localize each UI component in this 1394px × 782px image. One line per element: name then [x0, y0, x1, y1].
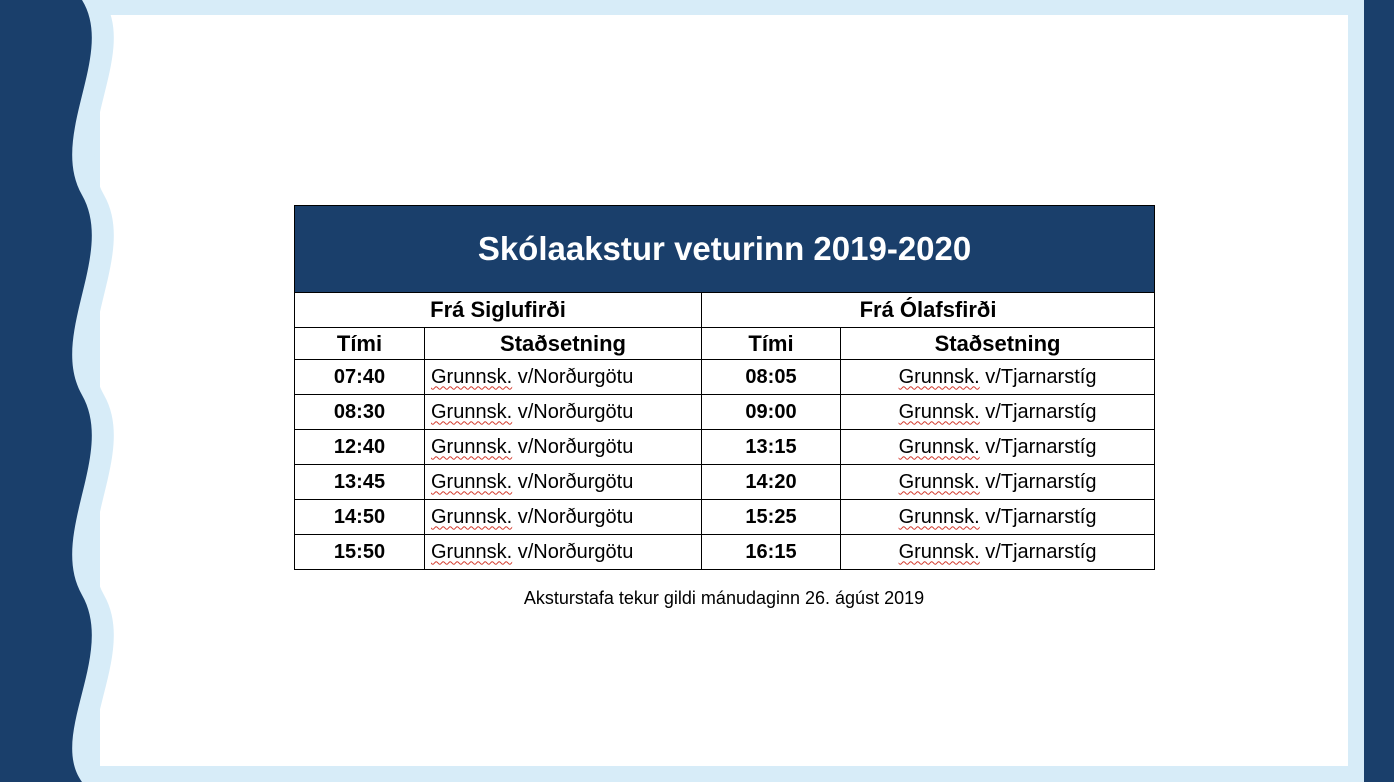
location-left — [425, 465, 702, 500]
departure-time-left: 13:45 — [295, 465, 425, 500]
location-left-street: v/Norðurgötu — [512, 365, 634, 388]
right-border-bar — [1364, 0, 1394, 782]
direction-row — [295, 293, 1155, 328]
location-left — [425, 535, 702, 570]
location-right-abbrev: Grunnsk. — [898, 365, 980, 388]
departure-time-left: 14:50 — [295, 500, 425, 535]
location-left-abbrev: Grunnsk. — [431, 400, 513, 423]
location-left-abbrev: Grunnsk. — [431, 540, 513, 563]
location-right — [841, 465, 1155, 500]
location-right-abbrev: Grunnsk. — [898, 470, 980, 493]
departure-time-left: 12:40 — [295, 430, 425, 465]
header-location-left: Staðsetning — [425, 328, 702, 360]
table-row — [295, 500, 1155, 535]
location-left — [425, 395, 702, 430]
location-left-abbrev: Grunnsk. — [431, 435, 513, 458]
location-right-street: v/Tjarnarstíg — [979, 435, 1097, 458]
departure-time-left: 07:40 — [295, 360, 425, 395]
location-left-street: v/Norðurgötu — [512, 505, 634, 528]
departure-time-right: 16:15 — [702, 535, 841, 570]
location-right — [841, 535, 1155, 570]
location-right-abbrev: Grunnsk. — [898, 435, 980, 458]
table-row — [295, 465, 1155, 500]
effective-date-note: Aksturstafa tekur gildi mánudaginn 26. ágúst 2019 — [523, 588, 925, 608]
location-right-street: v/Tjarnarstíg — [979, 505, 1097, 528]
departure-time-right: 13:15 — [702, 430, 841, 465]
header-location-right: Staðsetning — [841, 328, 1155, 360]
direction-from-olafsfjordur: Frá Ólafsfirði — [702, 293, 1155, 328]
location-left-abbrev: Grunnsk. — [431, 365, 513, 388]
location-left-street: v/Norðurgötu — [512, 400, 634, 423]
header-time-right: Tími — [702, 328, 841, 360]
location-right-street: v/Tjarnarstíg — [979, 400, 1097, 423]
column-header-row — [295, 328, 1155, 360]
schedule-title: Skólaakstur veturinn 2019-2020 — [295, 206, 1155, 293]
table-row — [295, 360, 1155, 395]
header-time-left: Tími — [295, 328, 425, 360]
location-right-abbrev: Grunnsk. — [898, 505, 980, 528]
table-row — [295, 395, 1155, 430]
departure-time-right: 14:20 — [702, 465, 841, 500]
location-right — [841, 395, 1155, 430]
location-right — [841, 500, 1155, 535]
location-right-street: v/Tjarnarstíg — [979, 470, 1097, 493]
location-right-abbrev: Grunnsk. — [898, 400, 980, 423]
location-left — [425, 500, 702, 535]
location-right-street: v/Tjarnarstíg — [979, 540, 1097, 563]
location-left-street: v/Norðurgötu — [512, 470, 634, 493]
location-left — [425, 360, 702, 395]
left-wave-decoration — [0, 0, 130, 782]
departure-time-right: 08:05 — [702, 360, 841, 395]
table-row — [295, 430, 1155, 465]
title-row — [295, 206, 1155, 293]
departure-time-right: 15:25 — [702, 500, 841, 535]
location-right-street: v/Tjarnarstíg — [979, 365, 1097, 388]
location-left-abbrev: Grunnsk. — [431, 470, 513, 493]
departure-time-left: 15:50 — [295, 535, 425, 570]
table-row — [295, 535, 1155, 570]
departure-time-left: 08:30 — [295, 395, 425, 430]
location-left-street: v/Norðurgötu — [512, 540, 634, 563]
school-bus-schedule-table — [294, 205, 1155, 570]
location-left-abbrev: Grunnsk. — [431, 505, 513, 528]
location-right-abbrev: Grunnsk. — [898, 540, 980, 563]
location-right — [841, 430, 1155, 465]
location-left — [425, 430, 702, 465]
location-left-street: v/Norðurgötu — [512, 435, 634, 458]
direction-from-siglufjordur: Frá Siglufirði — [295, 293, 702, 328]
location-right — [841, 360, 1155, 395]
departure-time-right: 09:00 — [702, 395, 841, 430]
